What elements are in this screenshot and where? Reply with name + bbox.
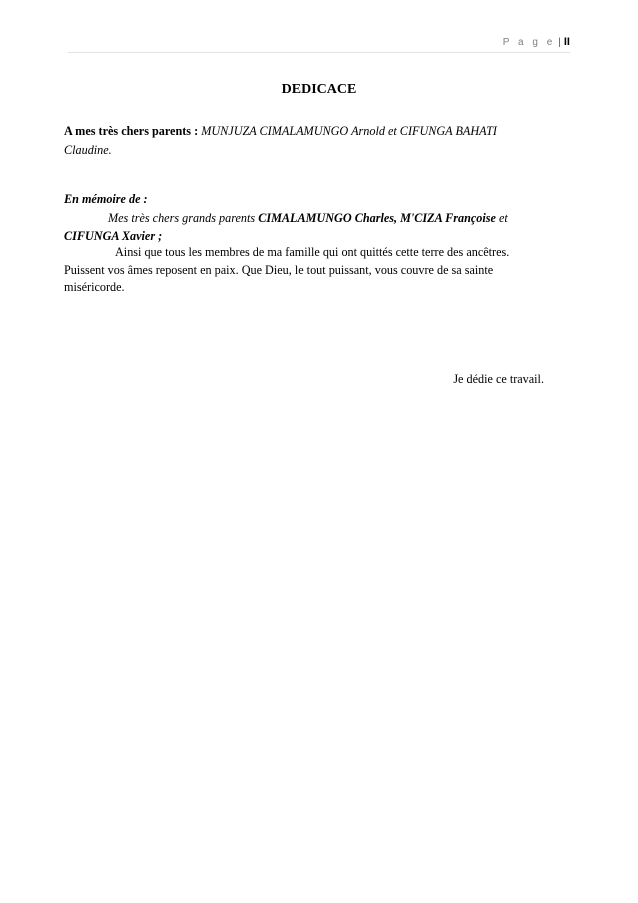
signature: Je dédie ce travail. (453, 372, 544, 386)
page-title: DEDICACE (281, 82, 357, 97)
memoire-label: En mémoire de : (64, 192, 148, 206)
page-header (68, 36, 570, 53)
grandparents-intro: Mes très chers grands parents (108, 211, 256, 225)
wish-line-2: miséricorde. (64, 280, 125, 294)
wish-line-1: Puissent vos âmes reposent en paix. Que Dieu, le tout puissant, vous couvre de sa sainte (64, 263, 494, 277)
parents-line-2: Claudine. (64, 143, 112, 157)
parents-line-1 (64, 123, 497, 140)
parents-label: A mes très chers parents : (64, 124, 199, 138)
page-number: II (563, 36, 570, 48)
page-label: P a g e (502, 37, 556, 48)
grandparents-conj: et (498, 211, 508, 225)
grandparents-names: CIMALAMUNGO Charles, M'CIZA Françoise (258, 211, 496, 225)
grandparent-last: CIFUNGA Xavier ; (64, 229, 163, 243)
family-line: Ainsi que tous les membres de ma famille qui ont quittés cette terre des ancêtres. (115, 245, 510, 259)
page-separator: | (558, 37, 561, 48)
parents-names: MUNJUZA CIMALAMUNGO Arnold et CIFUNGA BAHATI (201, 124, 497, 138)
grandparents-line (108, 210, 508, 227)
